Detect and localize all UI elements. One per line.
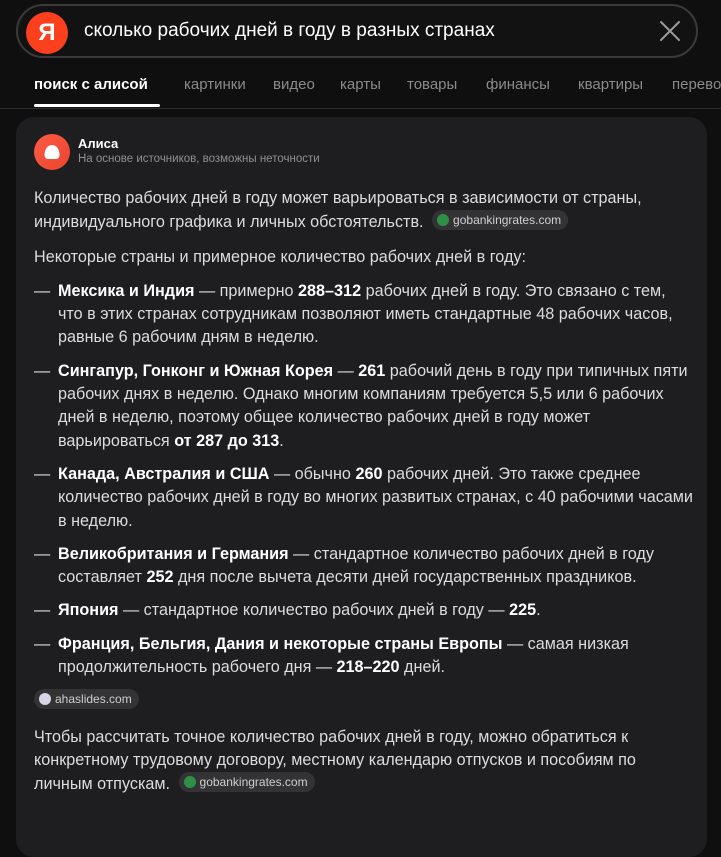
gobankingrates-favicon-icon	[184, 776, 196, 788]
item-text: — обычно	[269, 464, 356, 483]
list-dash: —	[34, 601, 51, 620]
list-dash: —	[34, 544, 51, 563]
list-source	[34, 689, 694, 713]
search-bar[interactable]	[16, 4, 698, 58]
list-dash: —	[34, 281, 51, 300]
item-text: .	[279, 431, 284, 450]
list-item	[34, 599, 694, 622]
alice-answer-card	[16, 117, 707, 857]
yandex-logo[interactable]: Я	[26, 12, 68, 54]
source-label: gobankingrates.com	[199, 775, 308, 790]
active-tab-indicator	[34, 104, 160, 107]
intro-text: Количество рабочих дней в году может варьироваться в зависимости от страны, индивидуального графика и личных обстоятельств.	[34, 189, 642, 232]
source-label: gobankingrates.com	[453, 213, 562, 228]
gobankingrates-favicon-icon	[437, 214, 449, 226]
list-dash: —	[34, 634, 51, 653]
item-text: рабочий день в году при типичных пяти рабочих днях в неделю. Однако многим компаниям требуется 5,5 или 6 рабочих дней в неделю, поэтому общее количество рабочих дней в году может варьироваться	[58, 361, 688, 450]
close-icon[interactable]	[658, 19, 682, 43]
tab-alice-search[interactable]: поиск с алисой	[34, 76, 148, 93]
tab-goods[interactable]: товары	[407, 76, 458, 93]
item-countries: Франция, Бельгия, Дания и некоторые страны Европы	[58, 634, 503, 653]
item-text: — стандартное количество рабочих дней в году составляет	[58, 544, 654, 587]
item-number: 260	[355, 464, 383, 483]
tab-finance[interactable]: финансы	[486, 76, 550, 93]
source-chip[interactable]	[179, 772, 315, 792]
list-item	[34, 280, 694, 350]
alice-icon	[43, 143, 61, 161]
item-text: — самая низкая продолжительность рабочего дня —	[58, 634, 629, 677]
item-countries: Сингапур, Гонконг и Южная Корея	[58, 361, 334, 380]
item-number: 225	[509, 601, 537, 620]
list-item	[34, 543, 694, 590]
list-dash: —	[34, 464, 51, 483]
item-number: 261	[358, 361, 386, 380]
list-item	[34, 633, 694, 680]
item-number: 288–312	[298, 281, 362, 300]
item-text: — стандартное количество рабочих дней в году —	[118, 601, 510, 620]
alice-disclaimer: На основе источников, возможны неточности	[78, 153, 320, 165]
list-item	[34, 360, 694, 453]
list-item	[34, 463, 694, 533]
item-countries: Великобритания и Германия	[58, 544, 289, 563]
item-text: дней.	[399, 658, 445, 677]
list-dash: —	[34, 361, 51, 380]
answer-outro	[34, 726, 694, 797]
item-number: от 287 до 313	[174, 431, 280, 450]
answer-text	[34, 187, 694, 808]
item-countries: Мексика и Индия	[58, 281, 195, 300]
item-number: 252	[146, 568, 174, 587]
list-heading: Некоторые страны и примерное количество рабочих дней в году:	[34, 247, 526, 266]
item-text: дня после вычета десяти дней государственных праздников.	[173, 568, 637, 587]
item-number: 218–220	[336, 658, 400, 677]
item-countries: Канада, Австралия и США	[58, 464, 270, 483]
alice-name: Алиса	[78, 136, 119, 151]
search-input[interactable]: сколько рабочих дней в году в разных странах	[84, 20, 495, 41]
source-label: ahaslides.com	[55, 692, 132, 707]
item-text: рабочих дней в году. Это связано с тем, что в этих странах сотрудникам позволяют иметь стандартные 48 рабочих часов, равные 6 рабочим дням в неделю.	[58, 281, 673, 347]
alice-avatar	[34, 134, 70, 170]
item-text: рабочих дней. Это также среднее количество рабочих дней в году во многих развитых странах, с 40 рабочими часами в неделю.	[58, 464, 693, 530]
source-chip[interactable]	[34, 689, 139, 709]
outro-text: Чтобы рассчитать точное количество рабочих дней в году, можно обратиться к конкретному трудовому договору, местному календарю отпусков и пособиям по личным отпускам.	[34, 727, 636, 794]
answer-intro	[34, 187, 694, 235]
tab-apartments[interactable]: квартиры	[578, 76, 644, 93]
tab-images[interactable]: картинки	[184, 76, 246, 93]
item-text: —	[333, 361, 359, 380]
ahaslides-favicon-icon	[39, 693, 51, 705]
search-tabs	[0, 58, 721, 109]
tab-video[interactable]: видео	[273, 76, 315, 93]
tab-maps[interactable]: карты	[340, 76, 381, 93]
item-text: .	[536, 601, 541, 620]
item-text: — примерно	[194, 281, 299, 300]
source-chip[interactable]	[432, 210, 568, 230]
item-countries: Япония	[58, 601, 119, 620]
tab-translate[interactable]: перево	[672, 76, 721, 93]
